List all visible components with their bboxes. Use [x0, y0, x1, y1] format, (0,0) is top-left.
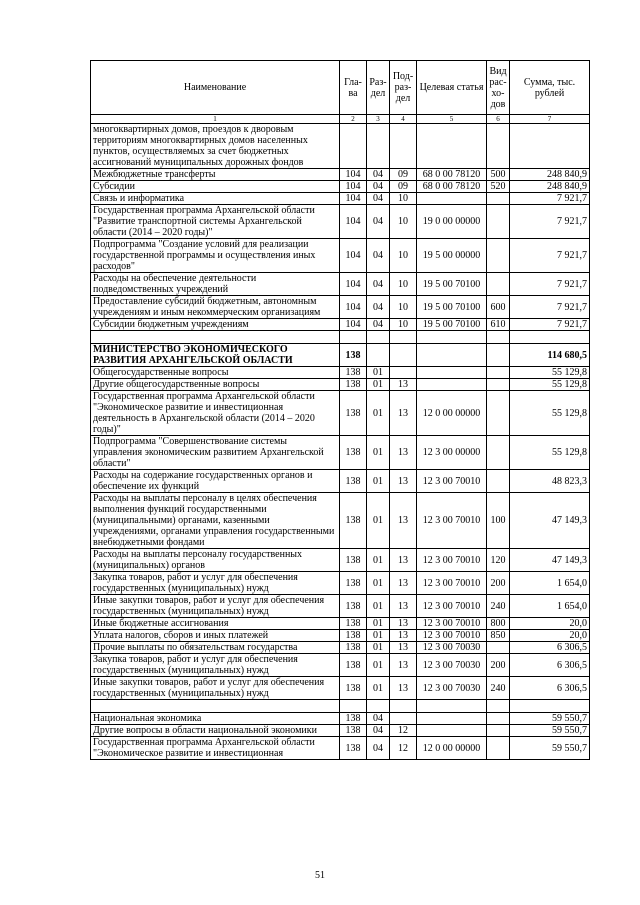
row-name: [91, 700, 340, 713]
row-chapter: 138: [340, 470, 367, 493]
row-section: [367, 331, 390, 344]
row-expense-type: 240: [487, 677, 510, 700]
row-chapter: 138: [340, 618, 367, 630]
row-name: Иные закупки товаров, работ и услуг для обеспечения государственных (муниципальных) нужд: [91, 677, 340, 700]
row-name: многоквартирных домов, проездов к дворовым территориям многоквартирных домов населенных пунктов, осуществляемых за счет бюджетных ассигнований муниципальных дорожных фондов: [91, 124, 340, 169]
row-section: [367, 700, 390, 713]
row-section: 01: [367, 470, 390, 493]
row-subsection: 13: [390, 436, 417, 470]
row-expense-type: [487, 124, 510, 169]
row-target-article: [417, 700, 487, 713]
row-subsection: 09: [390, 181, 417, 193]
row-name: Прочие выплаты по обязательствам государства: [91, 642, 340, 654]
row-target-article: 12 3 00 00000: [417, 436, 487, 470]
row-expense-type: 850: [487, 630, 510, 642]
row-target-article: 12 0 00 00000: [417, 737, 487, 760]
row-expense-type: [487, 470, 510, 493]
row-amount: 59 550,7: [510, 713, 590, 725]
row-amount: 248 840,9: [510, 169, 590, 181]
row-name: Расходы на выплаты персоналу государственных (муниципальных) органов: [91, 549, 340, 572]
row-subsection: [390, 700, 417, 713]
table-row: [91, 193, 590, 205]
row-section: [367, 344, 390, 367]
row-target-article: [417, 331, 487, 344]
row-expense-type: [487, 344, 510, 367]
row-target-article: 12 3 00 70030: [417, 642, 487, 654]
row-target-article: [417, 379, 487, 391]
row-section: 04: [367, 239, 390, 273]
row-amount: 248 840,9: [510, 181, 590, 193]
row-chapter: 138: [340, 436, 367, 470]
row-amount: [510, 700, 590, 713]
row-subsection: 13: [390, 630, 417, 642]
row-target-article: [417, 367, 487, 379]
table-row: [91, 713, 590, 725]
row-chapter: 138: [340, 725, 367, 737]
row-subsection: 13: [390, 379, 417, 391]
row-subsection: 13: [390, 391, 417, 436]
row-name: Национальная экономика: [91, 713, 340, 725]
row-name: Межбюджетные трансферты: [91, 169, 340, 181]
row-name: Подпрограмма "Создание условий для реализации государственной программы и осуществления иных расходов": [91, 239, 340, 273]
row-chapter: 138: [340, 713, 367, 725]
row-target-article: 12 0 00 00000: [417, 391, 487, 436]
page-number: 51: [315, 870, 325, 881]
row-chapter: 138: [340, 630, 367, 642]
table-row: [91, 436, 590, 470]
blank-row: [91, 700, 590, 713]
row-chapter: 138: [340, 367, 367, 379]
row-subsection: 13: [390, 654, 417, 677]
row-name: Подпрограмма "Совершенствование системы управления экономическим развитием Архангельской области": [91, 436, 340, 470]
row-amount: 114 680,5: [510, 344, 590, 367]
row-target-article: 19 5 00 00000: [417, 239, 487, 273]
row-amount: 55 129,8: [510, 436, 590, 470]
row-chapter: 104: [340, 169, 367, 181]
row-subsection: 10: [390, 205, 417, 239]
header-podrazdel: Под-раз-дел: [390, 61, 417, 115]
row-section: 01: [367, 549, 390, 572]
header-razdel: Раз-дел: [367, 61, 390, 115]
row-target-article: 12 3 00 70030: [417, 677, 487, 700]
table-row: [91, 205, 590, 239]
row-subsection: 12: [390, 737, 417, 760]
row-chapter: 138: [340, 379, 367, 391]
row-chapter: 104: [340, 205, 367, 239]
row-amount: 47 149,3: [510, 493, 590, 549]
budget-table: [90, 60, 590, 760]
row-chapter: 138: [340, 549, 367, 572]
row-section: 01: [367, 677, 390, 700]
table-row: [91, 737, 590, 760]
row-subsection: 13: [390, 572, 417, 595]
row-amount: 55 129,8: [510, 391, 590, 436]
table-row: [91, 595, 590, 618]
row-expense-type: 520: [487, 181, 510, 193]
row-chapter: 104: [340, 273, 367, 296]
row-target-article: 12 3 00 70010: [417, 470, 487, 493]
column-number: 6: [487, 115, 510, 124]
table-row: [91, 296, 590, 319]
row-subsection: 12: [390, 725, 417, 737]
row-section: 04: [367, 169, 390, 181]
row-chapter: 104: [340, 181, 367, 193]
row-expense-type: [487, 700, 510, 713]
row-section: 04: [367, 181, 390, 193]
row-section: 01: [367, 642, 390, 654]
row-name: Закупка товаров, работ и услуг для обеспечения государственных (муниципальных) нужд: [91, 572, 340, 595]
table-row: [91, 470, 590, 493]
row-subsection: 10: [390, 319, 417, 331]
row-chapter: 138: [340, 654, 367, 677]
row-chapter: 138: [340, 677, 367, 700]
row-chapter: 138: [340, 595, 367, 618]
row-expense-type: [487, 331, 510, 344]
row-amount: 7 921,7: [510, 239, 590, 273]
row-expense-type: 120: [487, 549, 510, 572]
header-expense-type: Вид рас-хо-дов: [487, 61, 510, 115]
row-amount: [510, 331, 590, 344]
row-chapter: 138: [340, 391, 367, 436]
column-numbers-row: [91, 115, 590, 124]
table-row: [91, 344, 590, 367]
row-name: Государственная программа Архангельской области "Экономическое развитие и инвестиционная: [91, 737, 340, 760]
row-amount: 55 129,8: [510, 367, 590, 379]
row-section: 04: [367, 319, 390, 331]
row-section: 04: [367, 737, 390, 760]
row-expense-type: [487, 273, 510, 296]
table-row: [91, 379, 590, 391]
row-amount: 20,0: [510, 618, 590, 630]
row-expense-type: [487, 205, 510, 239]
row-name: Субсидии: [91, 181, 340, 193]
row-amount: 48 823,3: [510, 470, 590, 493]
row-chapter: 104: [340, 193, 367, 205]
column-number: 5: [417, 115, 487, 124]
row-target-article: 12 3 00 70010: [417, 572, 487, 595]
column-number: 4: [390, 115, 417, 124]
header-amount: Сумма, тыс. рублей: [510, 61, 590, 115]
header-target-article: Целевая статья: [417, 61, 487, 115]
row-expense-type: 500: [487, 169, 510, 181]
row-section: 01: [367, 618, 390, 630]
row-subsection: [390, 367, 417, 379]
row-amount: 7 921,7: [510, 273, 590, 296]
table-row: [91, 181, 590, 193]
row-expense-type: 610: [487, 319, 510, 331]
row-target-article: 12 3 00 70010: [417, 595, 487, 618]
row-name: Расходы на выплаты персоналу в целях обеспечения выполнения функций государственными (муниципальными) органами, казенными учреждениями, органами управления государственными внебюджетными фондами: [91, 493, 340, 549]
row-target-article: 19 5 00 70100: [417, 273, 487, 296]
row-section: 01: [367, 654, 390, 677]
row-target-article: 12 3 00 70010: [417, 493, 487, 549]
column-number: 2: [340, 115, 367, 124]
row-target-article: [417, 344, 487, 367]
row-chapter: 104: [340, 296, 367, 319]
row-chapter: 104: [340, 319, 367, 331]
row-expense-type: [487, 193, 510, 205]
row-subsection: 13: [390, 493, 417, 549]
row-expense-type: [487, 379, 510, 391]
row-expense-type: 100: [487, 493, 510, 549]
row-expense-type: [487, 737, 510, 760]
table-row: [91, 273, 590, 296]
row-target-article: 19 5 00 70100: [417, 319, 487, 331]
row-chapter: [340, 124, 367, 169]
table-row: [91, 630, 590, 642]
column-number: 7: [510, 115, 590, 124]
row-target-article: 19 5 00 70100: [417, 296, 487, 319]
row-expense-type: 600: [487, 296, 510, 319]
row-amount: 59 550,7: [510, 737, 590, 760]
row-amount: 6 306,5: [510, 642, 590, 654]
row-amount: 20,0: [510, 630, 590, 642]
row-section: 01: [367, 436, 390, 470]
row-expense-type: [487, 725, 510, 737]
row-section: 04: [367, 713, 390, 725]
table-row: [91, 367, 590, 379]
row-expense-type: 800: [487, 618, 510, 630]
row-target-article: [417, 713, 487, 725]
row-name: Другие общегосударственные вопросы: [91, 379, 340, 391]
row-section: 01: [367, 595, 390, 618]
row-subsection: [390, 124, 417, 169]
row-name: Расходы на содержание государственных органов и обеспечение их функций: [91, 470, 340, 493]
table-row: [91, 618, 590, 630]
row-target-article: 68 0 00 78120: [417, 169, 487, 181]
row-target-article: 12 3 00 70010: [417, 618, 487, 630]
row-section: 01: [367, 391, 390, 436]
table-header: [91, 61, 590, 124]
row-subsection: 10: [390, 273, 417, 296]
row-expense-type: [487, 239, 510, 273]
row-subsection: 13: [390, 549, 417, 572]
row-expense-type: [487, 391, 510, 436]
row-section: [367, 124, 390, 169]
row-target-article: 12 3 00 70010: [417, 549, 487, 572]
row-target-article: [417, 725, 487, 737]
row-expense-type: 200: [487, 654, 510, 677]
row-section: 04: [367, 193, 390, 205]
row-name: Государственная программа Архангельской области "Экономическое развитие и инвестиционная деятельность в Архангельской области (2014 – 2020 годы)": [91, 391, 340, 436]
row-name: Иные бюджетные ассигнования: [91, 618, 340, 630]
row-expense-type: [487, 436, 510, 470]
row-name: Расходы на обеспечение деятельности подведомственных учреждений: [91, 273, 340, 296]
row-chapter: 138: [340, 344, 367, 367]
column-number: 1: [91, 115, 340, 124]
row-name: Связь и информатика: [91, 193, 340, 205]
row-chapter: [340, 700, 367, 713]
row-name: Государственная программа Архангельской области "Развитие транспортной системы Архангельской области (2014 – 2020 годы)": [91, 205, 340, 239]
row-section: 01: [367, 572, 390, 595]
row-name: Закупка товаров, работ и услуг для обеспечения государственных (муниципальных) нужд: [91, 654, 340, 677]
row-section: 01: [367, 493, 390, 549]
row-subsection: 13: [390, 595, 417, 618]
table-row: [91, 572, 590, 595]
row-chapter: 104: [340, 239, 367, 273]
column-number: 3: [367, 115, 390, 124]
row-name: Иные закупки товаров, работ и услуг для обеспечения государственных (муниципальных) нужд: [91, 595, 340, 618]
row-name: Субсидии бюджетным учреждениям: [91, 319, 340, 331]
table-row: [91, 493, 590, 549]
header-name: Наименование: [91, 61, 340, 115]
table-row: [91, 124, 590, 169]
row-target-article: 12 3 00 70030: [417, 654, 487, 677]
row-subsection: [390, 331, 417, 344]
table-row: [91, 725, 590, 737]
row-subsection: [390, 344, 417, 367]
row-chapter: 138: [340, 737, 367, 760]
row-subsection: 13: [390, 470, 417, 493]
row-subsection: 10: [390, 193, 417, 205]
row-name: МИНИСТЕРСТВО ЭКОНОМИЧЕСКОГО РАЗВИТИЯ АРХАНГЕЛЬСКОЙ ОБЛАСТИ: [91, 344, 340, 367]
header-glava: Гла-ва: [340, 61, 367, 115]
row-section: 04: [367, 205, 390, 239]
row-section: 04: [367, 296, 390, 319]
row-chapter: 138: [340, 642, 367, 654]
row-subsection: 10: [390, 239, 417, 273]
row-target-article: 19 0 00 00000: [417, 205, 487, 239]
row-chapter: [340, 331, 367, 344]
row-name: Общегосударственные вопросы: [91, 367, 340, 379]
row-expense-type: 240: [487, 595, 510, 618]
row-amount: 1 654,0: [510, 595, 590, 618]
table-row: [91, 654, 590, 677]
row-subsection: 13: [390, 677, 417, 700]
row-target-article: [417, 124, 487, 169]
row-section: 04: [367, 725, 390, 737]
row-amount: [510, 124, 590, 169]
row-chapter: 138: [340, 572, 367, 595]
row-target-article: 68 0 00 78120: [417, 181, 487, 193]
row-amount: 6 306,5: [510, 677, 590, 700]
row-target-article: [417, 193, 487, 205]
row-section: 01: [367, 630, 390, 642]
row-chapter: 138: [340, 493, 367, 549]
row-amount: 7 921,7: [510, 296, 590, 319]
row-amount: 1 654,0: [510, 572, 590, 595]
table-row: [91, 169, 590, 181]
row-subsection: 13: [390, 642, 417, 654]
row-amount: 7 921,7: [510, 319, 590, 331]
row-name: Уплата налогов, сборов и иных платежей: [91, 630, 340, 642]
row-amount: 59 550,7: [510, 725, 590, 737]
row-target-article: 12 3 00 70010: [417, 630, 487, 642]
row-amount: 7 921,7: [510, 193, 590, 205]
row-expense-type: 200: [487, 572, 510, 595]
row-subsection: 09: [390, 169, 417, 181]
row-subsection: 13: [390, 618, 417, 630]
table-row: [91, 549, 590, 572]
row-subsection: 10: [390, 296, 417, 319]
row-section: 01: [367, 379, 390, 391]
row-name: [91, 331, 340, 344]
blank-row: [91, 331, 590, 344]
row-expense-type: [487, 642, 510, 654]
table-row: [91, 319, 590, 331]
table-row: [91, 391, 590, 436]
row-amount: 6 306,5: [510, 654, 590, 677]
row-name: Другие вопросы в области национальной экономики: [91, 725, 340, 737]
row-expense-type: [487, 367, 510, 379]
row-amount: 7 921,7: [510, 205, 590, 239]
row-name: Предоставление субсидий бюджетным, автономным учреждениям и иным некоммерческим организациям: [91, 296, 340, 319]
row-amount: 55 129,8: [510, 379, 590, 391]
table-row: [91, 239, 590, 273]
table-body: [91, 124, 590, 760]
row-amount: 47 149,3: [510, 549, 590, 572]
row-subsection: [390, 713, 417, 725]
table-row: [91, 642, 590, 654]
table-row: [91, 677, 590, 700]
row-expense-type: [487, 713, 510, 725]
row-section: 01: [367, 367, 390, 379]
row-section: 04: [367, 273, 390, 296]
